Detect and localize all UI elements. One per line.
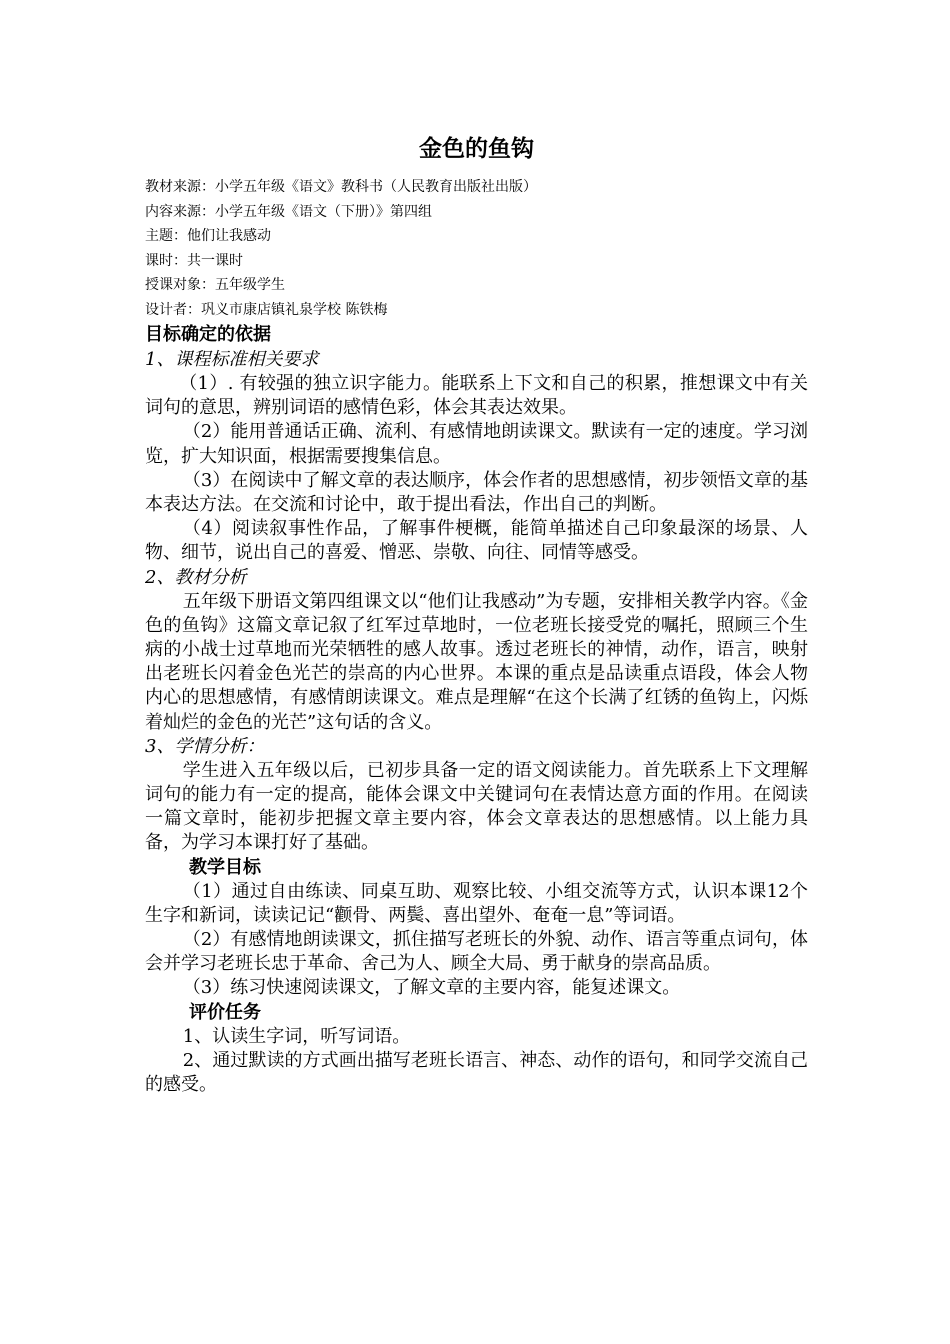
teaching-goal-3: （3）练习快速阅读课文，了解文章的主要内容，能复述课文。 xyxy=(182,977,681,999)
meta-audience: 授课对象：五年级学生 xyxy=(145,277,285,293)
section2-heading: 2、教材分析 xyxy=(145,566,247,588)
teaching-goals-heading: 教学目标 xyxy=(189,856,261,878)
standard-requirement-1: （1）. 有较强的独立识字能力。能联系上下文和自己的积累，推想课文中有关词句的意思，辨别词语的感情色彩，体会其表达效果。 xyxy=(145,373,808,419)
meta-designer: 设计者：巩义市康店镇礼泉学校 陈铁梅 xyxy=(145,301,388,318)
basis-heading: 目标确定的依据 xyxy=(145,324,271,345)
meta-block xyxy=(145,175,808,322)
section3-heading: 3、学情分析： xyxy=(145,735,265,757)
textbook-analysis-paragraph: 五年级下册语文第四组课文以“他们让我感动”为专题，安排相关教学内容。《金色的鱼钩》这篇文章记叙了红军过草地时，一位老班长接受党的嘱托，照顾三个生病的小战士过草地而光荣牺牲的感人故事。透过老班长的神情，动作，语言，映射出老班长闪着金色光芒的崇高的内心世界。本课的重点是品读重点语段，体会人物内心的思想感情，有感情朗读课文。难点是理解“在这个长满了红锈的鱼钩上，闪烁着灿烂的金色的光芒”这句话的含义。 xyxy=(145,590,808,733)
section1-heading: 1、课程标准相关要求 xyxy=(145,349,319,370)
meta-textbook-source: 教材来源：小学五年级《语文》教科书（人民教育出版社出版） xyxy=(145,179,537,195)
evaluation-task-2: 2、通过默读的方式画出描写老班长语言、神态、动作的语句，和同学交流自己的感受。 xyxy=(145,1049,808,1096)
meta-class-hours: 课时：共一课时 xyxy=(145,252,243,269)
student-analysis-paragraph: 学生进入五年级以后，已初步具备一定的语文阅读能力。首先联系上下文理解词句的能力有一定的提高，能体会课文中关键词句在表情达意方面的作用。在阅读一篇文章时，能初步把握文章主要内容，体会文章表达的思想感情。以上能力具备，为学习本课打好了基础。 xyxy=(145,759,808,854)
document-title: 金色的鱼钩 xyxy=(419,136,534,162)
evaluation-tasks-heading: 评价任务 xyxy=(189,1001,261,1023)
standard-requirement-3: （3）在阅读中了解文章的表达顺序，体会作者的思想感情，初步领悟文章的基本表达方法。在交流和讨论中，敢于提出看法，作出自己的判断。 xyxy=(145,469,808,516)
teaching-goal-1: （1）通过自由练读、同桌互助、观察比较、小组交流等方式，认识本课12个生字和新词，读读记记“颧骨、两鬓、喜出望外、奄奄一息”等词语。 xyxy=(145,880,808,926)
standard-requirement-2: （2）能用普通话正确、流利、有感情地朗读课文。默读有一定的速度。学习浏览，扩大知识面，根据需要搜集信息。 xyxy=(145,421,808,467)
standard-requirement-4: （4）阅读叙事性作品，了解事件梗概，能简单描述自己印象最深的场景、人物、细节，说出自己的喜爱、憎恶、崇敬、向往、同情等感受。 xyxy=(145,518,808,564)
evaluation-task-1: 1、认读生字词，听写词语。 xyxy=(182,1025,411,1047)
teaching-goal-2: （2）有感情地朗读课文，抓住描写老班长的外貌、动作、语言等重点词句，体会并学习老班长忠于革命、舍己为人、顾全大局、勇于献身的崇高品质。 xyxy=(145,929,808,975)
meta-content-source: 内容来源：小学五年级《语文（下册）》第四组 xyxy=(145,203,432,220)
meta-theme: 主题：他们让我感动 xyxy=(145,228,271,244)
